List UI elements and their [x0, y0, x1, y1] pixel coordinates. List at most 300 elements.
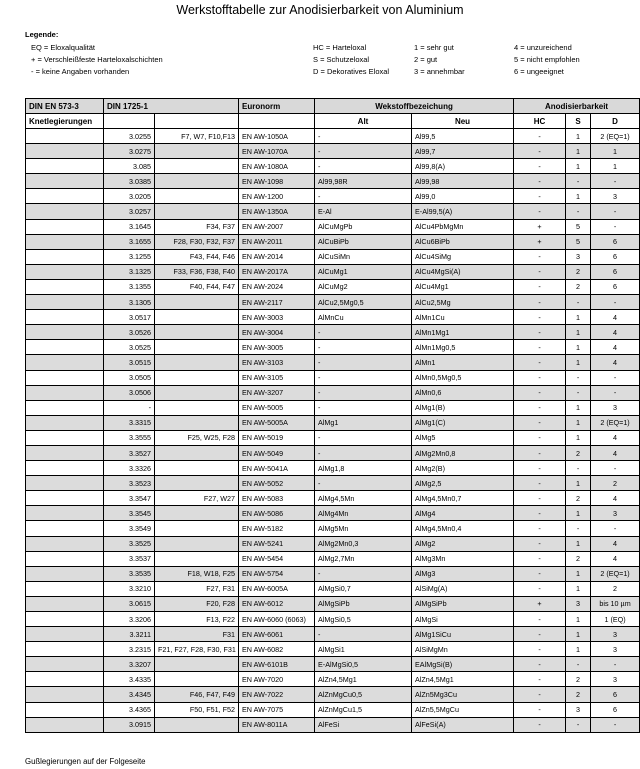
cell-s: 1: [566, 415, 591, 430]
cell-din573: 3.3211: [104, 627, 155, 642]
cell-s: 1: [566, 506, 591, 521]
cell-hc: -: [514, 204, 566, 219]
cell-s: 1: [566, 340, 591, 355]
cell-din1725: [155, 657, 239, 672]
cell-euronorm: EN AW-2007: [239, 219, 315, 234]
header-s: S: [566, 114, 591, 129]
cell-s: 1: [566, 642, 591, 657]
cell-hc: -: [514, 144, 566, 159]
cell-din1725: F40, F44, F47: [155, 279, 239, 294]
cell-neu: AlSiMgMn: [412, 642, 514, 657]
cell-d: 3: [591, 400, 640, 415]
cell-din573: 3.3549: [104, 521, 155, 536]
cell-din573: 3.1255: [104, 249, 155, 264]
table-row: [26, 219, 640, 234]
cell-euronorm: EN AW-5005: [239, 400, 315, 415]
cell-alt: E-AlMgSi0,5: [315, 657, 412, 672]
legend-item: 2 = gut: [414, 55, 438, 64]
cell-alt: -: [315, 370, 412, 385]
cell-d: 2 (EQ=1): [591, 415, 640, 430]
cell-hc: +: [514, 219, 566, 234]
cell-din573: 3.1325: [104, 264, 155, 279]
cell-d: 6: [591, 264, 640, 279]
cell-neu: AlMgSi: [412, 612, 514, 627]
cell-d: 2 (EQ=1): [591, 566, 640, 581]
cell-euronorm: EN AW-5083: [239, 491, 315, 506]
table-row: [26, 566, 640, 581]
cell-euronorm: EN AW-1080A: [239, 159, 315, 174]
cell-hc: -: [514, 279, 566, 294]
table-row: [26, 551, 640, 566]
cell-euronorm: EN AW-1200: [239, 189, 315, 204]
cell-euronorm: EN AW-2014: [239, 249, 315, 264]
cell-din573: 3.1645: [104, 219, 155, 234]
table-row: [26, 355, 640, 370]
cell-alt: -: [315, 566, 412, 581]
cell-din573: -: [104, 400, 155, 415]
cell-hc: -: [514, 325, 566, 340]
cell-d: -: [591, 717, 640, 732]
cell-euronorm: EN AW-5086: [239, 506, 315, 521]
cell-din1725: F27, W27: [155, 491, 239, 506]
cell-s: 1: [566, 627, 591, 642]
cell-alt: AlMgSi1: [315, 642, 412, 657]
cell-euronorm: EN AW-6082: [239, 642, 315, 657]
cell-alt: -: [315, 340, 412, 355]
cell-euronorm: EN AW-3207: [239, 385, 315, 400]
cell-neu: Al99,98: [412, 174, 514, 189]
cell-euronorm: EN AW-6005A: [239, 581, 315, 596]
header-euronorm: Euronorm: [239, 99, 315, 114]
table-row: [26, 415, 640, 430]
cell-alt: AlFeSi: [315, 717, 412, 732]
cell-din573: 3.3326: [104, 461, 155, 476]
cell-din573: 3.3547: [104, 491, 155, 506]
cell-s: 1: [566, 581, 591, 596]
table-row: [26, 129, 640, 144]
cell-din573: 3.3523: [104, 476, 155, 491]
cell-din573: 3.3525: [104, 536, 155, 551]
cell-din1725: [155, 506, 239, 521]
cell-d: -: [591, 204, 640, 219]
cell-din573: 3.3527: [104, 445, 155, 460]
cell-neu: AlMg1(C): [412, 415, 514, 430]
table-row: [26, 310, 640, 325]
cell-alt: AlZn4,5Mg1: [315, 672, 412, 687]
cell-s: 1: [566, 612, 591, 627]
cell-euronorm: EN AW-5019: [239, 430, 315, 445]
cell-din573: 3.0506: [104, 385, 155, 400]
cell-hc: -: [514, 400, 566, 415]
cell-neu: AlMn1Mg0,5: [412, 340, 514, 355]
cell-hc: -: [514, 461, 566, 476]
cell-hc: -: [514, 506, 566, 521]
cell-hc: -: [514, 717, 566, 732]
table-row: [26, 627, 640, 642]
header-d: D: [591, 114, 640, 129]
table-row: [26, 672, 640, 687]
cell-euronorm: EN AW-6101B: [239, 657, 315, 672]
cell-s: -: [566, 174, 591, 189]
cell-alt: -: [315, 144, 412, 159]
table-row: [26, 581, 640, 596]
cell-euronorm: EN AW-5052: [239, 476, 315, 491]
cell-neu: Al99,7: [412, 144, 514, 159]
cell-neu: AlMg4,5Mn0,7: [412, 491, 514, 506]
cell-din573: 3.2315: [104, 642, 155, 657]
cell-neu: AlCu4Mg1: [412, 279, 514, 294]
cell-alt: AlZnMgCu1,5: [315, 702, 412, 717]
cell-euronorm: EN AW-3103: [239, 355, 315, 370]
cell-hc: -: [514, 536, 566, 551]
cell-hc: -: [514, 385, 566, 400]
cell-euronorm: EN AW-5049: [239, 445, 315, 460]
cell-neu: AlCu2,5Mg: [412, 295, 514, 310]
cell-alt: -: [315, 355, 412, 370]
cell-d: -: [591, 521, 640, 536]
cell-neu: AlMg2(B): [412, 461, 514, 476]
cell-din1725: [155, 717, 239, 732]
cell-din1725: F18, W18, F25: [155, 566, 239, 581]
cell-alt: -: [315, 159, 412, 174]
cell-d: 4: [591, 340, 640, 355]
cell-euronorm: EN AW-8011A: [239, 717, 315, 732]
cell-din1725: F31: [155, 627, 239, 642]
table-row: [26, 340, 640, 355]
cell-din1725: F50, F51, F52: [155, 702, 239, 717]
header-alt: Alt: [315, 114, 412, 129]
table-row: [26, 234, 640, 249]
cell-din573: 3.3537: [104, 551, 155, 566]
cell-alt: Al99,98R: [315, 174, 412, 189]
cell-alt: E-Al: [315, 204, 412, 219]
cell-din1725: F34, F37: [155, 219, 239, 234]
cell-euronorm: EN AW-7022: [239, 687, 315, 702]
cell-neu: AlSiMg(A): [412, 581, 514, 596]
cell-neu: EAlMgSi(B): [412, 657, 514, 672]
cell-alt: AlCuSiMn: [315, 249, 412, 264]
cell-s: 5: [566, 219, 591, 234]
cell-neu: AlZn5,5MgCu: [412, 702, 514, 717]
cell-hc: -: [514, 642, 566, 657]
cell-neu: AlZn5Mg3Cu: [412, 687, 514, 702]
cell-euronorm: EN AW-6012: [239, 596, 315, 611]
cell-d: 4: [591, 445, 640, 460]
cell-din573: 3.0517: [104, 310, 155, 325]
cell-s: -: [566, 461, 591, 476]
cell-alt: -: [315, 445, 412, 460]
cell-neu: AlMg2: [412, 536, 514, 551]
cell-d: 4: [591, 355, 640, 370]
cell-hc: -: [514, 491, 566, 506]
cell-din573: 3.0275: [104, 144, 155, 159]
header-anodisier: Anodisierbarkeit: [514, 99, 640, 114]
cell-d: 3: [591, 506, 640, 521]
cell-s: 1: [566, 355, 591, 370]
header-werkstoff: Wekstoffbezeichung: [315, 99, 514, 114]
cell-neu: AlCu6BiPb: [412, 234, 514, 249]
cell-alt: AlMg4Mn: [315, 506, 412, 521]
cell-alt: AlCuMgPb: [315, 219, 412, 234]
cell-din573: 3.4365: [104, 702, 155, 717]
cell-hc: +: [514, 596, 566, 611]
cell-din573: 3.0615: [104, 596, 155, 611]
cell-din1725: F7, W7, F10,F13: [155, 129, 239, 144]
cell-din573: 3.3545: [104, 506, 155, 521]
cell-euronorm: EN AW-1098: [239, 174, 315, 189]
cell-neu: AlZn4,5Mg1: [412, 672, 514, 687]
page-title: Werkstofftabelle zur Anodisierbarkeit von Aluminium: [176, 3, 464, 17]
material-table: [25, 98, 640, 733]
cell-hc: -: [514, 249, 566, 264]
cell-neu: AlMg4: [412, 506, 514, 521]
cell-din573: 3.1305: [104, 295, 155, 310]
table-row: [26, 385, 640, 400]
cell-hc: -: [514, 566, 566, 581]
cell-d: 4: [591, 430, 640, 445]
cell-s: 2: [566, 672, 591, 687]
cell-din1725: [155, 445, 239, 460]
cell-s: 2: [566, 491, 591, 506]
cell-neu: AlMg5: [412, 430, 514, 445]
cell-alt: AlMg2Mn0,3: [315, 536, 412, 551]
cell-din1725: [155, 672, 239, 687]
cell-neu: Al99,5: [412, 129, 514, 144]
cell-s: 1: [566, 566, 591, 581]
cell-s: 5: [566, 234, 591, 249]
cell-alt: AlMgSi0,5: [315, 612, 412, 627]
cell-din1725: F28, F30, F32, F37: [155, 234, 239, 249]
cell-din1725: F21, F27, F28, F30, F31: [155, 642, 239, 657]
cell-alt: -: [315, 189, 412, 204]
cell-din573: 3.0255: [104, 129, 155, 144]
cell-s: -: [566, 717, 591, 732]
cell-hc: -: [514, 476, 566, 491]
cell-din573: 3.4345: [104, 687, 155, 702]
cell-din1725: [155, 325, 239, 340]
cell-neu: AlMg1SiCu: [412, 627, 514, 642]
cell-hc: -: [514, 415, 566, 430]
cell-din573: 3.0525: [104, 340, 155, 355]
cell-d: 1: [591, 144, 640, 159]
cell-s: -: [566, 370, 591, 385]
cell-din573: 3.4335: [104, 672, 155, 687]
cell-din1725: F13, F22: [155, 612, 239, 627]
cell-d: 6: [591, 702, 640, 717]
table-row: [26, 144, 640, 159]
legend-item: - = keine Angaben vorhanden: [31, 67, 130, 76]
cell-hc: -: [514, 672, 566, 687]
table-row: [26, 249, 640, 264]
legend-item: S = Schutzeloxal: [313, 55, 370, 64]
cell-hc: -: [514, 627, 566, 642]
table-row: [26, 596, 640, 611]
cell-alt: AlMg2,7Mn: [315, 551, 412, 566]
cell-alt: -: [315, 385, 412, 400]
cell-din1725: F25, W25, F28: [155, 430, 239, 445]
table-row: [26, 159, 640, 174]
cell-d: -: [591, 295, 640, 310]
cell-neu: AlMn1Cu: [412, 310, 514, 325]
cell-hc: -: [514, 612, 566, 627]
table-row: [26, 189, 640, 204]
table-row: [26, 476, 640, 491]
cell-d: -: [591, 219, 640, 234]
cell-d: 2 (EQ=1): [591, 129, 640, 144]
cell-s: 1: [566, 430, 591, 445]
cell-euronorm: EN AW-7020: [239, 672, 315, 687]
table-row: [26, 461, 640, 476]
cell-s: 1: [566, 400, 591, 415]
cell-d: 1: [591, 159, 640, 174]
cell-d: 2: [591, 476, 640, 491]
legend-heading: Legende:: [25, 30, 59, 39]
cell-hc: +: [514, 234, 566, 249]
table-row: [26, 536, 640, 551]
cell-euronorm: EN AW-2011: [239, 234, 315, 249]
cell-d: 6: [591, 279, 640, 294]
cell-d: 6: [591, 249, 640, 264]
cell-s: 3: [566, 596, 591, 611]
cell-s: -: [566, 385, 591, 400]
cell-alt: AlCuMg1: [315, 264, 412, 279]
cell-euronorm: EN AW-3004: [239, 325, 315, 340]
cell-s: 3: [566, 702, 591, 717]
cell-d: 6: [591, 234, 640, 249]
cell-din1725: [155, 310, 239, 325]
cell-neu: AlCu4SiMg: [412, 249, 514, 264]
cell-din1725: [155, 355, 239, 370]
cell-d: 1 (EQ): [591, 612, 640, 627]
cell-euronorm: EN AW-6060 (6063): [239, 612, 315, 627]
cell-neu: AlCu4MgSi(A): [412, 264, 514, 279]
cell-s: -: [566, 657, 591, 672]
cell-neu: Al99,0: [412, 189, 514, 204]
cell-din1725: [155, 415, 239, 430]
cell-s: 1: [566, 310, 591, 325]
table-row: [26, 430, 640, 445]
cell-alt: AlMgSiPb: [315, 596, 412, 611]
cell-hc: -: [514, 355, 566, 370]
cell-d: bis 10 µm: [591, 596, 640, 611]
legend-item: + = Verschleißfeste Harteloxalschichten: [31, 55, 163, 64]
cell-neu: AlFeSi(A): [412, 717, 514, 732]
cell-din573: 3.0505: [104, 370, 155, 385]
legend-item: D = Dekoratives Eloxal: [313, 67, 390, 76]
cell-din1725: F27, F31: [155, 581, 239, 596]
cell-hc: -: [514, 581, 566, 596]
cell-alt: AlMnCu: [315, 310, 412, 325]
cell-neu: AlMg1(B): [412, 400, 514, 415]
cell-din573: 3.1655: [104, 234, 155, 249]
cell-euronorm: EN AW-2017A: [239, 264, 315, 279]
cell-din573: 3.3207: [104, 657, 155, 672]
cell-d: 6: [591, 687, 640, 702]
cell-din573: 3.0915: [104, 717, 155, 732]
cell-euronorm: EN AW-5454: [239, 551, 315, 566]
cell-s: 1: [566, 129, 591, 144]
cell-d: 3: [591, 189, 640, 204]
cell-alt: -: [315, 476, 412, 491]
cell-hc: -: [514, 521, 566, 536]
cell-hc: -: [514, 264, 566, 279]
cell-din573: 3.3535: [104, 566, 155, 581]
cell-din1725: [155, 551, 239, 566]
cell-din1725: [155, 536, 239, 551]
cell-d: -: [591, 174, 640, 189]
cell-d: 4: [591, 491, 640, 506]
cell-alt: -: [315, 400, 412, 415]
cell-euronorm: EN AW-1350A: [239, 204, 315, 219]
cell-s: -: [566, 204, 591, 219]
cell-euronorm: EN AW-5182: [239, 521, 315, 536]
cell-hc: -: [514, 159, 566, 174]
cell-euronorm: EN AW-5005A: [239, 415, 315, 430]
cell-alt: AlCuBiPb: [315, 234, 412, 249]
cell-hc: -: [514, 295, 566, 310]
table-row: [26, 491, 640, 506]
cell-d: 2: [591, 581, 640, 596]
cell-euronorm: EN AW-5241: [239, 536, 315, 551]
cell-din1725: [155, 189, 239, 204]
cell-euronorm: EN AW-2024: [239, 279, 315, 294]
cell-euronorm: EN AW-2117: [239, 295, 315, 310]
cell-din573: 3.3555: [104, 430, 155, 445]
cell-d: 3: [591, 627, 640, 642]
header-din1725: DIN 1725-1: [104, 99, 239, 114]
cell-hc: -: [514, 174, 566, 189]
cell-din1725: F43, F44, F46: [155, 249, 239, 264]
cell-alt: -: [315, 325, 412, 340]
header-row: [26, 99, 640, 114]
cell-s: 1: [566, 476, 591, 491]
cell-s: -: [566, 521, 591, 536]
cell-alt: AlCuMg2: [315, 279, 412, 294]
cell-hc: -: [514, 310, 566, 325]
table-row: [26, 702, 640, 717]
table-row: [26, 642, 640, 657]
table-row: [26, 657, 640, 672]
cell-din1725: [155, 370, 239, 385]
cell-din1725: [155, 159, 239, 174]
cell-hc: -: [514, 687, 566, 702]
cell-s: 1: [566, 159, 591, 174]
cell-alt: AlMg4,5Mn: [315, 491, 412, 506]
cell-euronorm: EN AW-1070A: [239, 144, 315, 159]
cell-alt: AlMg1,8: [315, 461, 412, 476]
header-knet: Knetlegierungen: [26, 114, 104, 129]
cell-s: 2: [566, 279, 591, 294]
table-row: [26, 687, 640, 702]
table-row: [26, 325, 640, 340]
table-row: [26, 264, 640, 279]
cell-din1725: F46, F47, F49: [155, 687, 239, 702]
cell-din573: 3.3210: [104, 581, 155, 596]
cell-din1725: [155, 461, 239, 476]
table-row: [26, 295, 640, 310]
cell-din573: 3.085: [104, 159, 155, 174]
cell-din1725: [155, 385, 239, 400]
header-neu: Neu: [412, 114, 514, 129]
cell-euronorm: EN AW-3105: [239, 370, 315, 385]
cell-euronorm: EN AW-7075: [239, 702, 315, 717]
table-row: [26, 521, 640, 536]
cell-alt: AlCu2,5Mg0,5: [315, 295, 412, 310]
table-row: [26, 370, 640, 385]
cell-din573: 3.0257: [104, 204, 155, 219]
cell-neu: AlCu4PbMgMn: [412, 219, 514, 234]
cell-d: -: [591, 461, 640, 476]
